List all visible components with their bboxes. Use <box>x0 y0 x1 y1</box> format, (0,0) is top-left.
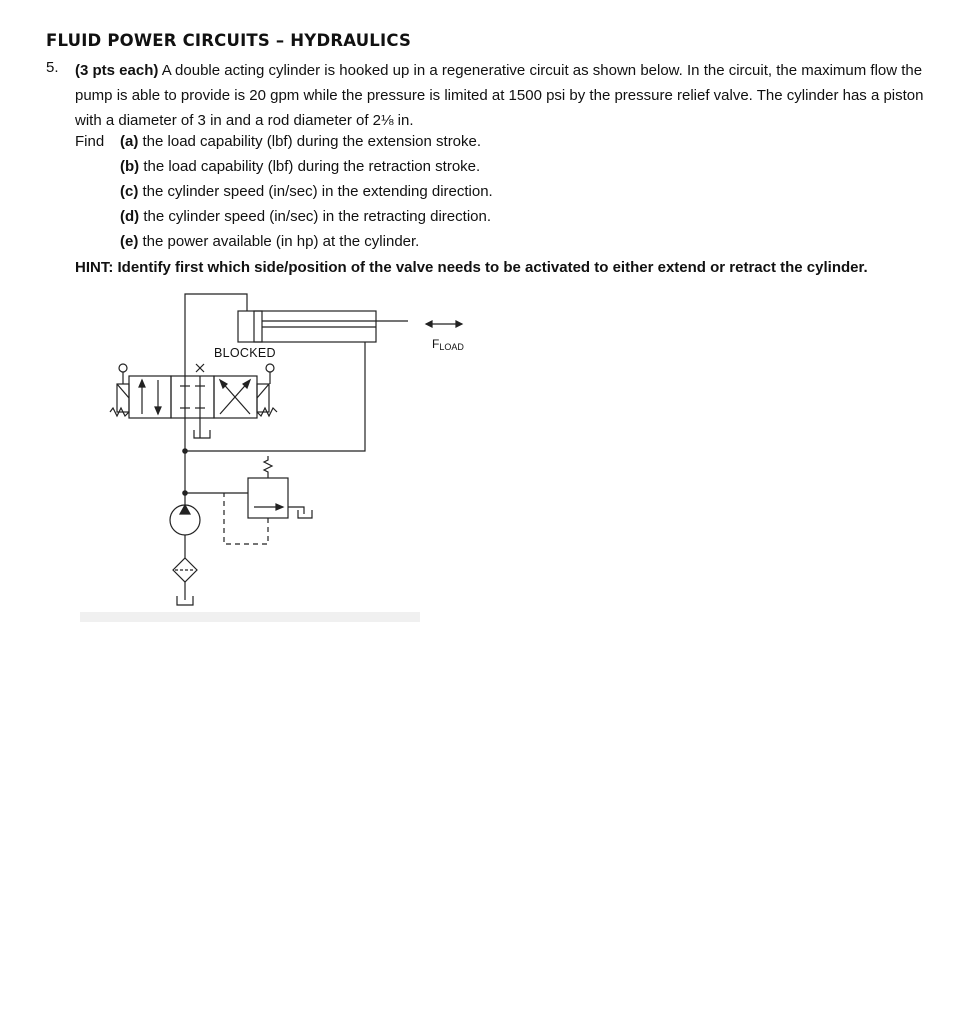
load-label-main: F <box>432 337 440 351</box>
find-item-b <box>120 158 480 175</box>
load-label-sub: LOAD <box>439 342 464 352</box>
item-text: the power available (in hp) at the cylinder. <box>138 233 420 250</box>
hint-text: HINT: Identify first which side/position of the valve needs to be activated to either extend or retract the cylinder. <box>75 259 868 276</box>
item-letter: (b) <box>120 158 140 175</box>
find-item-d <box>120 208 491 225</box>
find-item-a <box>120 133 481 150</box>
find-item-c <box>120 183 493 200</box>
item-text: the cylinder speed (in/sec) in the retracting direction. <box>139 208 491 225</box>
load-label <box>432 337 464 351</box>
find-label: Find <box>75 133 105 150</box>
item-letter: (d) <box>120 208 140 225</box>
question-text <box>75 58 935 133</box>
item-letter: (c) <box>120 183 139 200</box>
question-body: A double acting cylinder is hooked up in a regenerative circuit as shown below. In the circuit, the maximum flow the pump is able to provide is 20 gpm while the pressure is limited at 1500 psi by the pressure relief valve. The cylinder has a piston with a diameter of 3 in and a rod diameter of 2⅛ in. <box>75 62 924 129</box>
filter-icon <box>173 558 197 600</box>
scan-edge <box>80 612 420 622</box>
item-text: the load capability (lbf) during the retraction stroke. <box>139 158 481 175</box>
pump-icon <box>170 505 200 558</box>
item-letter: (a) <box>120 133 139 150</box>
find-item-e <box>120 233 419 250</box>
load-arrow-icon <box>426 321 462 327</box>
question-number: 5. <box>46 59 59 76</box>
regenerative-circuit-diagram <box>80 285 500 625</box>
pressure-relief-valve <box>185 456 312 544</box>
cylinder-piston <box>254 311 262 342</box>
directional-control-valve <box>110 364 277 418</box>
question-points: (3 pts each) <box>75 62 159 79</box>
item-letter: (e) <box>120 233 139 250</box>
page-title: FLUID POWER CIRCUITS – HYDRAULICS <box>46 31 412 50</box>
item-text: the load capability (lbf) during the extension stroke. <box>138 133 482 150</box>
blocked-label: BLOCKED <box>214 346 276 360</box>
tank-icon <box>194 430 210 438</box>
item-text: the cylinder speed (in/sec) in the extending direction. <box>138 183 493 200</box>
